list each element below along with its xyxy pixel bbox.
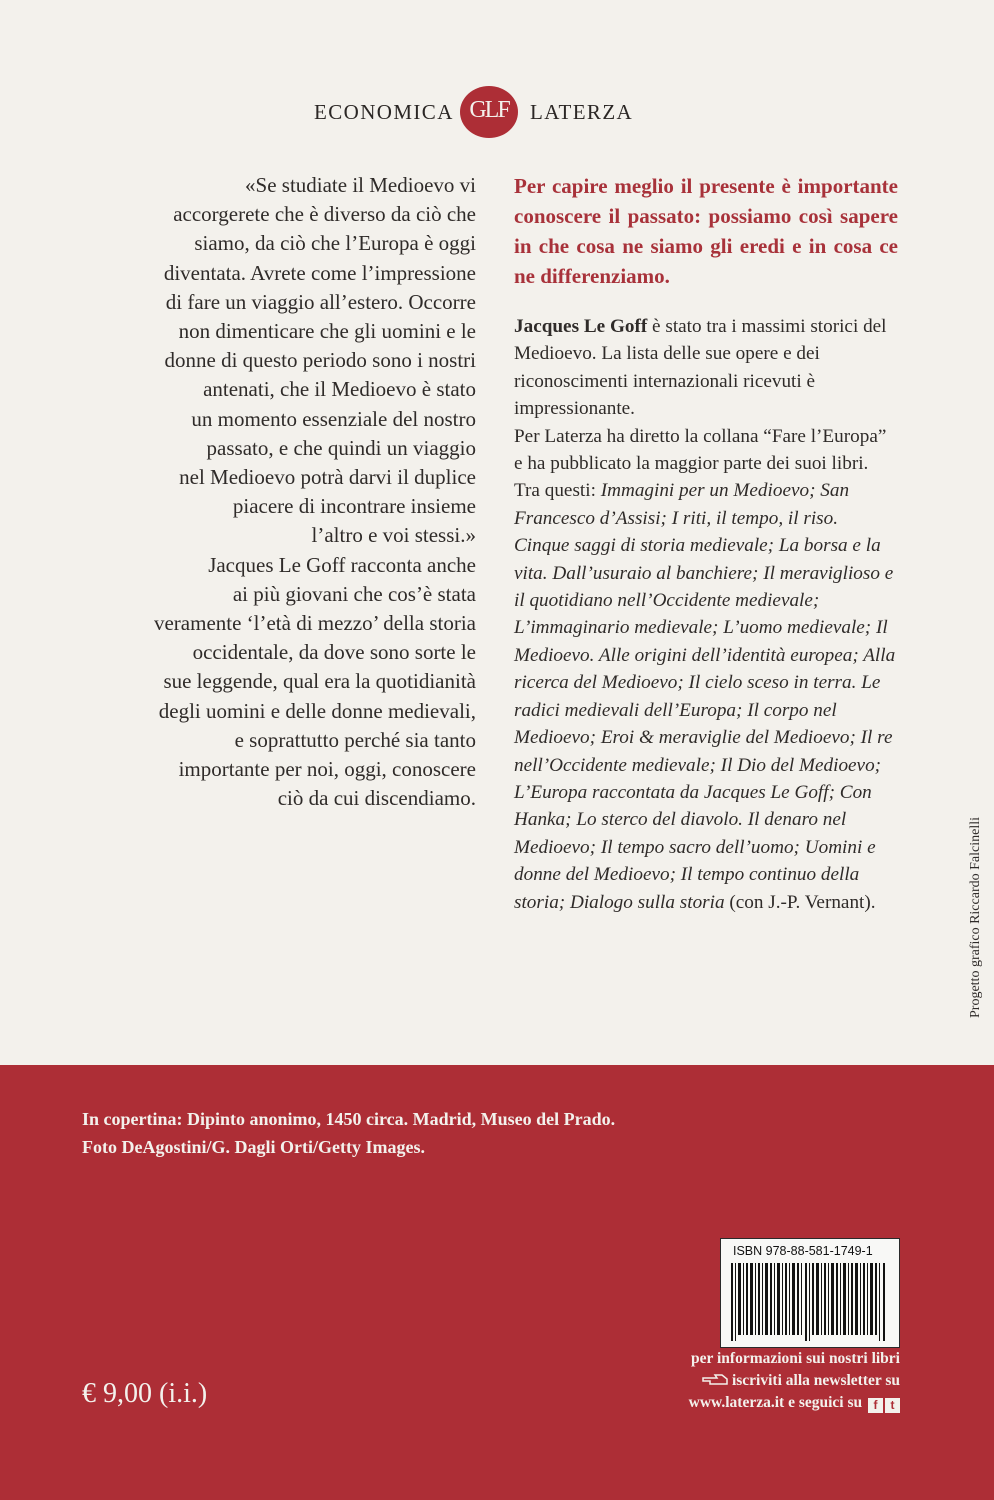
quote-line: antenati, che il Medioevo è stato (203, 377, 476, 402)
quote-line: un momento essenziale del nostro (191, 406, 476, 431)
quote-line: sue leggende, qual era la quotidianità (163, 669, 476, 694)
quote-line: ciò da cui discendiamo. (277, 786, 476, 811)
works-list: Immagini per un Medioevo; San Francesco d’Assisi; I riti, il tempo, il riso. Cinque saggi di storia medievale; La borsa e la vita. Dall’usuraio al banchiere; Il meraviglioso e il quotidiano nell’Occidente medievale; L’immaginario medievale; L’uomo medievale; Il Medioevo. Alle origini dell’identità europea; Alla ricerca del Medioevo; Il cielo sceso in terra. Le radici medievali dell’Europa; Il corpo nel Medioevo; Eroi & meraviglie del Medioevo; Il re nell’Occidente medievale; Il Dio del Medioevo; L’Europa raccontata da Jacques Le Goff; Con Hanka; Lo sterco del diavolo. Il denaro nel Medioevo; Il tempo sacro dell’uomo; Uomini e donne del Medioevo; Il tempo continuo della storia; Dialogo sulla storia (514, 480, 896, 913)
newsletter-line-3 (650, 1392, 900, 1414)
bio-paragraph-2 (514, 423, 898, 916)
design-credit: Progetto grafico Riccardo Falcinelli (968, 817, 983, 1018)
isbn-barcode (720, 1238, 900, 1348)
quote-line: piacere di incontrare insieme (232, 494, 476, 519)
author-bio (514, 313, 898, 916)
quote-line: Jacques Le Goff racconta anche (208, 552, 476, 577)
website-link[interactable]: www.laterza.it e seguici su (688, 1394, 863, 1411)
logo-text: GLF (469, 97, 509, 123)
cover-credit (82, 1105, 615, 1161)
quote-line: degli uomini e delle donne medievali, (158, 698, 476, 723)
quote-line: «Se studiate il Medioevo vi (245, 173, 476, 197)
quote-line: accorgerete che è diverso da ciò che (173, 202, 476, 227)
quote-column (92, 171, 476, 813)
quote-line: l’altro e voi stessi.» (311, 523, 476, 548)
isbn-number: ISBN 978-88-581-1749-1 (733, 1244, 873, 1258)
bio-paragraph-1 (514, 313, 898, 423)
cover-credit-line: In copertina: Dipinto anonimo, 1450 circa. Madrid, Museo del Prado. (82, 1109, 616, 1129)
newsletter-info (650, 1348, 900, 1414)
pointing-hand-icon (702, 1373, 728, 1387)
newsletter-signup-text: iscriviti alla newsletter su (731, 1372, 900, 1389)
quote-line: diventata. Avrete come l’impressione (163, 260, 476, 285)
author-name: Jacques Le Goff (514, 316, 648, 337)
newsletter-line-1: per informazioni sui nostri libri (691, 1350, 900, 1367)
barcode-icon (729, 1263, 891, 1341)
price: € 9,00 (i.i.) (82, 1378, 208, 1409)
quote-line: e soprattutto perché sia tanto (234, 727, 476, 752)
highlight-text: Per capire meglio il presente è importante conoscere il passato: possiamo così sapere in che cosa ne siamo gli eredi e in cosa ce ne differenziamo. (514, 174, 898, 288)
quote-line: nel Medioevo potrà darvi il duplice (179, 465, 476, 490)
quote-line: non dimenticare che gli uomini e le (178, 319, 476, 344)
brand-economica: ECONOMICA (314, 100, 454, 124)
facebook-icon[interactable]: f (868, 1398, 883, 1413)
brand-laterza: LATERZA (530, 100, 634, 124)
cover-credit-line: Foto DeAgostini/G. Dagli Orti/Getty Images. (82, 1137, 425, 1157)
twitter-icon[interactable]: t (885, 1398, 900, 1413)
description-column (514, 171, 898, 916)
quote-line: siamo, da ciò che l’Europa è oggi (194, 231, 476, 256)
glf-logo-icon (460, 86, 518, 138)
quote-line: passato, e che quindi un viaggio (206, 435, 476, 460)
bio-lead: Per Laterza ha diretto la collana “Fare l’Europa” e ha pubblicato la maggior parte dei suoi libri. Tra questi: (514, 425, 887, 502)
quote-line: ai più giovani che cos’è stata (232, 581, 476, 606)
quote-line: veramente ‘l’età di mezzo’ della storia (153, 611, 476, 636)
bio-tail: (con J.-P. Vernant). (724, 891, 876, 913)
newsletter-line-2 (650, 1370, 900, 1392)
quote-line: occidentale, da dove sono sorte le (192, 640, 476, 665)
bio-text: è stato tra i massimi storici del Medioevo. La lista delle sue opere e dei riconoscimenti internazionali ricevuti è impressionante. (514, 316, 887, 420)
quote-line: di fare un viaggio all’estero. Occorre (165, 289, 476, 314)
quote-line: donne di questo periodo sono i nostri (164, 348, 476, 373)
brand-header (0, 86, 994, 138)
quote-line: importante per noi, oggi, conoscere (178, 757, 476, 782)
